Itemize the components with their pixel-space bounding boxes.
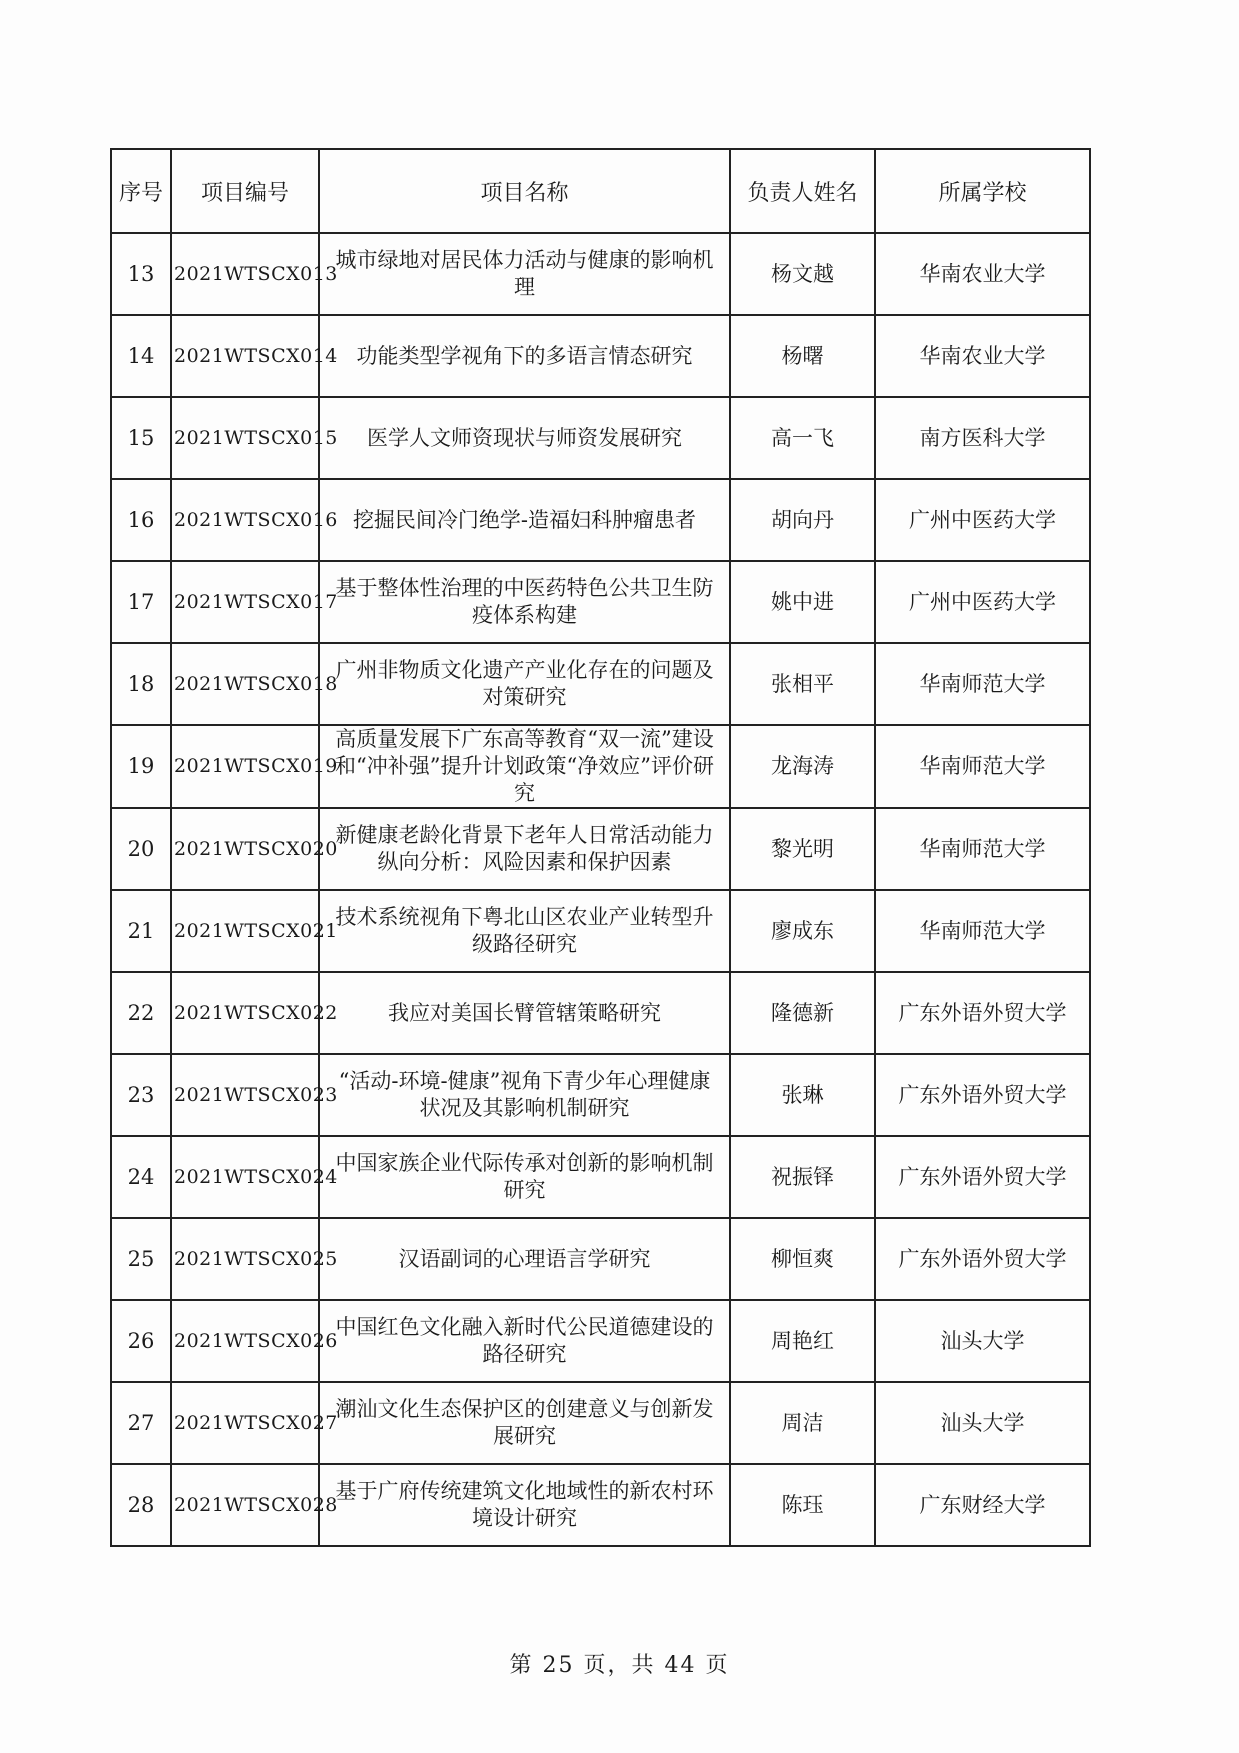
cell-no: 17 (111, 561, 171, 643)
cell-title: 功能类型学视角下的多语言情态研究 (319, 315, 730, 397)
cell-school: 广东外语外贸大学 (875, 1054, 1090, 1136)
header-leader: 负责人姓名 (730, 149, 875, 233)
cell-school: 华南农业大学 (875, 233, 1090, 315)
table-row (111, 972, 1090, 1054)
cell-title: 中国红色文化融入新时代公民道德建设的路径研究 (319, 1300, 730, 1382)
table-row (111, 1300, 1090, 1382)
cell-no: 18 (111, 643, 171, 725)
cell-code: 2021WTSCX022 (171, 972, 319, 1054)
cell-school: 南方医科大学 (875, 397, 1090, 479)
page-number: 第 25 页，共 44 页 (509, 1653, 730, 1678)
cell-code: 2021WTSCX021 (171, 890, 319, 972)
cell-school: 华南师范大学 (875, 725, 1090, 808)
cell-code: 2021WTSCX016 (171, 479, 319, 561)
header-school: 所属学校 (875, 149, 1090, 233)
cell-code: 2021WTSCX015 (171, 397, 319, 479)
table-row (111, 1382, 1090, 1464)
cell-school: 华南师范大学 (875, 890, 1090, 972)
cell-leader: 黎光明 (730, 808, 875, 890)
cell-no: 25 (111, 1218, 171, 1300)
header-no: 序号 (111, 149, 171, 233)
cell-leader: 胡向丹 (730, 479, 875, 561)
cell-leader: 隆德新 (730, 972, 875, 1054)
cell-code: 2021WTSCX025 (171, 1218, 319, 1300)
cell-school: 广东外语外贸大学 (875, 1136, 1090, 1218)
cell-title: “活动-环境-健康”视角下青少年心理健康状况及其影响机制研究 (319, 1054, 730, 1136)
table-row (111, 561, 1090, 643)
cell-leader: 周艳红 (730, 1300, 875, 1382)
table-row (111, 725, 1090, 808)
cell-leader: 周洁 (730, 1382, 875, 1464)
cell-leader: 杨曙 (730, 315, 875, 397)
cell-no: 26 (111, 1300, 171, 1382)
table-header-row (111, 149, 1090, 233)
table-row (111, 890, 1090, 972)
cell-no: 21 (111, 890, 171, 972)
header-code: 项目编号 (171, 149, 319, 233)
cell-title: 我应对美国长臂管辖策略研究 (319, 972, 730, 1054)
cell-leader: 陈珏 (730, 1464, 875, 1546)
table-row (111, 1218, 1090, 1300)
cell-school: 广东外语外贸大学 (875, 972, 1090, 1054)
cell-leader: 张相平 (730, 643, 875, 725)
cell-leader: 柳恒爽 (730, 1218, 875, 1300)
cell-code: 2021WTSCX026 (171, 1300, 319, 1382)
cell-code: 2021WTSCX014 (171, 315, 319, 397)
table-row (111, 1054, 1090, 1136)
cell-title: 中国家族企业代际传承对创新的影响机制研究 (319, 1136, 730, 1218)
cell-title: 城市绿地对居民体力活动与健康的影响机理 (319, 233, 730, 315)
cell-school: 广东外语外贸大学 (875, 1218, 1090, 1300)
table-row (111, 1464, 1090, 1546)
header-title: 项目名称 (319, 149, 730, 233)
table-body (111, 233, 1090, 1546)
cell-title: 技术系统视角下粤北山区农业产业转型升级路径研究 (319, 890, 730, 972)
cell-title: 广州非物质文化遗产产业化存在的问题及对策研究 (319, 643, 730, 725)
cell-no: 23 (111, 1054, 171, 1136)
cell-no: 16 (111, 479, 171, 561)
cell-title: 潮汕文化生态保护区的创建意义与创新发展研究 (319, 1382, 730, 1464)
cell-no: 15 (111, 397, 171, 479)
cell-no: 28 (111, 1464, 171, 1546)
table-row (111, 397, 1090, 479)
cell-title: 挖掘民间冷门绝学-造福妇科肿瘤患者 (319, 479, 730, 561)
cell-code: 2021WTSCX028 (171, 1464, 319, 1546)
cell-school: 华南师范大学 (875, 643, 1090, 725)
cell-school: 汕头大学 (875, 1382, 1090, 1464)
cell-leader: 廖成东 (730, 890, 875, 972)
table-row (111, 643, 1090, 725)
cell-school: 华南农业大学 (875, 315, 1090, 397)
table-row (111, 479, 1090, 561)
project-table (110, 148, 1091, 1547)
table-row (111, 233, 1090, 315)
cell-no: 27 (111, 1382, 171, 1464)
cell-leader: 姚中进 (730, 561, 875, 643)
cell-code: 2021WTSCX013 (171, 233, 319, 315)
cell-code: 2021WTSCX020 (171, 808, 319, 890)
cell-school: 广州中医药大学 (875, 479, 1090, 561)
cell-code: 2021WTSCX023 (171, 1054, 319, 1136)
cell-title: 基于广府传统建筑文化地域性的新农村环境设计研究 (319, 1464, 730, 1546)
table-row (111, 315, 1090, 397)
cell-no: 22 (111, 972, 171, 1054)
cell-title: 高质量发展下广东高等教育“双一流”建设和“冲补强”提升计划政策“净效应”评价研究 (319, 725, 730, 808)
cell-title: 基于整体性治理的中医药特色公共卫生防疫体系构建 (319, 561, 730, 643)
table-row (111, 808, 1090, 890)
cell-title: 医学人文师资现状与师资发展研究 (319, 397, 730, 479)
cell-code: 2021WTSCX019 (171, 725, 319, 808)
cell-school: 汕头大学 (875, 1300, 1090, 1382)
cell-leader: 龙海涛 (730, 725, 875, 808)
cell-no: 19 (111, 725, 171, 808)
cell-code: 2021WTSCX018 (171, 643, 319, 725)
table-row (111, 1136, 1090, 1218)
cell-title: 汉语副词的心理语言学研究 (319, 1218, 730, 1300)
cell-leader: 杨文越 (730, 233, 875, 315)
cell-school: 华南师范大学 (875, 808, 1090, 890)
cell-no: 24 (111, 1136, 171, 1218)
cell-title: 新健康老龄化背景下老年人日常活动能力纵向分析：风险因素和保护因素 (319, 808, 730, 890)
cell-no: 20 (111, 808, 171, 890)
cell-no: 13 (111, 233, 171, 315)
cell-leader: 张琳 (730, 1054, 875, 1136)
cell-code: 2021WTSCX027 (171, 1382, 319, 1464)
cell-code: 2021WTSCX024 (171, 1136, 319, 1218)
cell-leader: 祝振铎 (730, 1136, 875, 1218)
cell-leader: 高一飞 (730, 397, 875, 479)
cell-school: 广东财经大学 (875, 1464, 1090, 1546)
cell-no: 14 (111, 315, 171, 397)
cell-school: 广州中医药大学 (875, 561, 1090, 643)
cell-code: 2021WTSCX017 (171, 561, 319, 643)
